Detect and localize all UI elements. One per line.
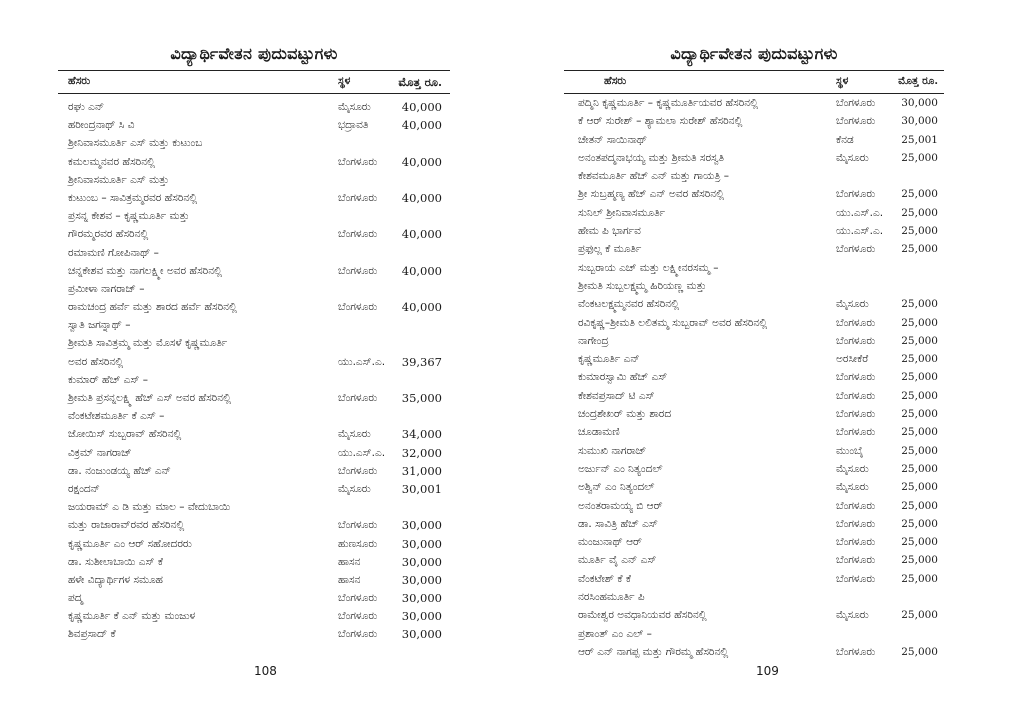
row-name: ಚನ್ನಕೇಶವ ಮತ್ತು ನಾಗಲಕ್ಷ್ಮೀ ಅವರ ಹೆಸರಿನಲ್ಲಿ — [68, 264, 222, 277]
row-amount: 30,000 — [401, 554, 442, 569]
table-row — [58, 280, 450, 298]
row-amount: 25,000 — [901, 426, 938, 439]
row-name: ಜಯರಾಮ್ ಎ ಡಿ ಮತ್ತು ಮಾಲ – ವೇದುಬಾಯಿ — [68, 501, 231, 514]
row-place: ಬೆಂಗಳೂರು — [338, 228, 378, 241]
table-body — [58, 98, 450, 644]
row-amount: 40,000 — [401, 100, 442, 114]
row-place: ಹುಣಸೂರು — [338, 537, 378, 550]
table-row — [564, 222, 944, 240]
table-row — [564, 149, 944, 167]
table-row — [58, 498, 450, 516]
row-amount: 40,000 — [401, 154, 442, 169]
row-amount: 32,000 — [401, 445, 442, 460]
table-row — [564, 94, 944, 112]
row-amount: 40,000 — [401, 118, 442, 133]
row-place: ಬೆಂಗಳೂರು — [836, 371, 876, 384]
row-name: ಶ್ರೀಮತಿ ಸುಬ್ಬಲಕ್ಷ್ಮಮ್ಮ ಹಿರಿಯಣ್ಣ ಮತ್ತು — [578, 279, 707, 292]
row-place: ಮೈಸೂರು — [836, 481, 869, 494]
row-name: ಪ್ರಸನ್ನ ಕೇಶವ – ಕೃಷ್ಣಮೂರ್ತಿ ಮತ್ತು — [68, 210, 190, 223]
table-row — [564, 460, 944, 478]
row-amount: 25,000 — [901, 151, 938, 164]
row-name: ಶ್ರೀಮತಿ ಪ್ರಸನ್ನಲಕ್ಷ್ಮಿ ಹೆಚ್ ಎಸ್ ಅವರ ಹೆಸರಿನಲ್ಲಿ — [68, 392, 232, 404]
row-amount: 30,000 — [401, 591, 442, 606]
row-place: ಬೆಂಗಳೂರು — [338, 628, 378, 641]
table-row — [58, 262, 450, 280]
table-row — [58, 189, 450, 207]
row-amount: 25,000 — [901, 517, 938, 530]
row-amount: 25,000 — [901, 389, 938, 402]
table-row — [564, 478, 944, 496]
row-amount: 25,000 — [901, 243, 938, 256]
row-name: ಶ್ರೀನಿವಾಸಮೂರ್ತಿ ಎಸ್ ಮತ್ತು — [68, 173, 169, 186]
row-amount: 40,000 — [401, 263, 442, 278]
row-name: ವೆಂಕಟೇಶಮೂರ್ತಿ ಕೆ ಎಸ್ – — [68, 410, 165, 423]
row-amount: 25,000 — [901, 408, 938, 421]
row-name: ಶ್ರೀ ಸುಬ್ರಹ್ಮಣ್ಯ ಹೆಚ್ ಎನ್ ಅವರ ಹೆಸರಿನಲ್ಲಿ — [578, 188, 725, 201]
row-name: ಶ್ರೀಮತಿ ಸಾವಿತ್ರಮ್ಮ ಮತ್ತು ಮೊಸಳೆ ಕೃಷ್ಣಮೂರ್ತಿ — [68, 337, 228, 350]
table-row — [564, 167, 944, 185]
table-row — [564, 240, 944, 258]
table-row — [58, 134, 450, 152]
table-row — [564, 277, 944, 295]
row-place: ಮೈಸೂರು — [836, 298, 869, 311]
row-place: ಮೈಸೂರು — [836, 462, 869, 475]
table-row — [564, 368, 944, 386]
row-place: ಬೆಂಗಳೂರು — [836, 115, 876, 128]
row-place: ಮೈಸೂರು — [338, 482, 371, 495]
row-name: ವಿಕ್ರಮ್ ನಾಗರಾಜ್ — [68, 446, 132, 459]
row-name: ಕೃಷ್ಣಮೂರ್ತಿ ಎನ್ — [578, 353, 640, 366]
row-amount: 25,000 — [901, 316, 938, 329]
table-row — [58, 244, 450, 262]
row-place: ಭದ್ರಾವತಿ — [338, 119, 369, 132]
table-row — [564, 625, 944, 643]
header-name: ಹೆಸರು — [68, 75, 91, 87]
row-amount: 25,000 — [901, 645, 938, 658]
row-amount: 34,000 — [401, 427, 442, 442]
row-name: ರಘು ಎನ್ — [68, 101, 105, 113]
row-name: ಅವರ ಹೆಸರಿನಲ್ಲಿ — [68, 355, 124, 368]
row-name: ಹರೀಂದ್ರನಾಥ್ ಸಿ ವಿ — [68, 119, 135, 132]
row-name: ಸುಮುಖಿ ನಾಗರಾಜ್ — [578, 444, 647, 457]
row-name: ಪ್ರಶಾಂತ್ ಎಂ ಎಲ್ – — [578, 627, 652, 640]
row-amount: 30,000 — [401, 572, 442, 587]
row-place: ಹಾಸನ — [338, 555, 361, 568]
row-name: ಅಶ್ವಿನ್ ಎಂ ನಿತ್ಯಂದಲ್ — [578, 481, 655, 494]
table-header — [58, 70, 450, 94]
table-body — [564, 94, 944, 661]
row-place: ಬೆಂಗಳೂರು — [338, 191, 378, 204]
row-amount: 25,000 — [901, 462, 938, 475]
row-amount: 25,000 — [901, 554, 938, 567]
row-place: ಬೆಂಗಳೂರು — [338, 301, 378, 314]
row-name: ಚೂಡಾಮಣಿ — [578, 426, 620, 439]
table-row — [58, 98, 450, 116]
table-row — [564, 423, 944, 441]
row-place: ಮೈಸೂರು — [338, 428, 371, 441]
table-row — [564, 332, 944, 350]
row-amount: 40,000 — [401, 300, 442, 315]
row-name: ಗೌರಮ್ಮರವರ ಹೆಸರಿನಲ್ಲಿ — [68, 228, 149, 241]
left-page — [58, 0, 450, 724]
row-name: ಕೃಷ್ಣಮೂರ್ತಿ ಎಂ ಆರ್ ಸಹೋದರರು — [68, 537, 192, 550]
row-place: ಬೆಂಗಳೂರು — [338, 464, 378, 477]
row-name: ಪ್ರಫುಲ್ಲ ಕೆ ಮೂರ್ತಿ — [578, 243, 642, 256]
row-place: ಬೆಂಗಳೂರು — [338, 392, 378, 404]
row-amount: 31,000 — [401, 463, 442, 478]
row-name: ಮತ್ತು ರಾಜಾರಾವ್‌ರವರ ಹೆಸರಿನಲ್ಲಿ — [68, 519, 185, 532]
table-row — [58, 625, 450, 643]
row-amount: 30,001 — [401, 481, 442, 496]
table-row — [58, 571, 450, 589]
row-amount: 25,000 — [901, 499, 938, 512]
row-amount: 39,367 — [401, 354, 442, 369]
row-name: ಹೇಮ ಪಿ ಭಾರ್ಗವ — [578, 225, 641, 238]
page-title: ವಿದ್ಯಾರ್ಥಿವೇತನ ಪುದುವಟ್ಟುಗಳು — [670, 44, 838, 63]
table-row — [564, 533, 944, 551]
row-amount: 35,000 — [401, 391, 442, 405]
row-place: ಬೆಂಗಳೂರು — [338, 592, 378, 605]
row-name: ನಾಗೇಂದ್ರ — [578, 334, 609, 347]
table-row — [564, 442, 944, 460]
row-amount: 30,000 — [401, 536, 442, 551]
table-row — [58, 153, 450, 171]
table-row — [564, 387, 944, 405]
row-place: ಬೆಂಗಳೂರು — [836, 316, 876, 329]
table-row — [564, 295, 944, 313]
row-place: ಬೆಂಗಳೂರು — [836, 517, 876, 530]
row-amount: 25,000 — [901, 298, 938, 311]
row-amount: 25,000 — [901, 206, 938, 219]
table-row — [564, 405, 944, 423]
table-row — [564, 515, 944, 533]
table-row — [58, 425, 450, 443]
row-amount: 30,000 — [401, 609, 442, 624]
row-place: ಬೆಂಗಳೂರು — [836, 408, 876, 421]
row-name: ಕಮಲಮ್ಮನವರ ಹೆಸರಿನಲ್ಲಿ — [68, 155, 155, 168]
row-place: ಬೆಂಗಳೂರು — [836, 389, 876, 402]
row-place: ಮುಂಬೈ — [836, 444, 864, 457]
row-place: ಬೆಂಗಳೂರು — [338, 519, 378, 532]
header-place: ಸ್ಥಳ — [338, 75, 351, 87]
table-row — [564, 204, 944, 222]
row-place: ಬೆಂಗಳೂರು — [338, 264, 378, 277]
table-row — [564, 112, 944, 130]
row-place: ಬೆಂಗಳೂರು — [338, 155, 378, 168]
row-amount: 30,000 — [901, 97, 938, 109]
row-name: ಸುನಿಲ್ ಶ್ರೀನಿವಾಸಮೂರ್ತಿ — [578, 206, 666, 219]
page-title: ವಿದ್ಯಾರ್ಥಿವೇತನ ಪುದುವಟ್ಟುಗಳು — [170, 44, 338, 63]
header-name: ಹೆಸರು — [604, 75, 627, 87]
row-name: ಡಾ. ನಂಜುಂಡಯ್ಯ ಹೆಚ್ ಎನ್ — [68, 464, 171, 477]
row-name: ಕೇಶವಪ್ರಸಾದ್ ಟಿ ಎಸ್ — [578, 389, 655, 402]
table-row — [58, 444, 450, 462]
row-amount: 40,000 — [401, 227, 442, 242]
table-row — [58, 480, 450, 498]
row-amount: 30,000 — [401, 627, 442, 642]
row-name: ರಾಮಚಂದ್ರ ಹರ್ವೆ ಮತ್ತು ಶಾರದ ಹರ್ವೆ ಹೆಸರಿನಲ್ಲಿ — [68, 301, 237, 314]
row-amount: 25,000 — [901, 334, 938, 347]
header-place: ಸ್ಥಳ — [836, 75, 849, 87]
header-amount: ಮೊತ್ತ ರೂ. — [398, 75, 442, 89]
row-name: ಕೃಷ್ಣಮೂರ್ತಿ ಕೆ ಎನ್ ಮತ್ತು ಮಂಜುಳ — [68, 610, 196, 623]
table-row — [58, 516, 450, 534]
row-name: ಪದ್ಮ — [68, 592, 83, 605]
row-name: ಸುಬ್ಬರಾಯ ಎಚ್ ಮತ್ತು ಲಕ್ಷ್ಮೀನರಸಮ್ಮ – — [578, 261, 719, 274]
row-place: ಕೆನಡ — [836, 133, 854, 146]
row-amount: 25,000 — [901, 353, 938, 366]
row-amount: 30,000 — [401, 518, 442, 533]
row-amount: 25,000 — [901, 371, 938, 384]
row-name: ಶಿವಪ್ರಸಾದ್ ಕೆ — [68, 628, 116, 641]
table-row — [58, 298, 450, 316]
table-row — [564, 131, 944, 149]
row-name: ಜೋಯಿಸ್ ಸುಬ್ಬರಾವ್ ಹೆಸರಿನಲ್ಲಿ — [68, 428, 182, 441]
row-name: ಡಾ. ಸಾವಿತ್ರಿ ಹೆಚ್ ಎಸ್ — [578, 517, 658, 530]
right-page — [564, 0, 944, 724]
row-name: ವೆಂಕಟೇಶ್ ಕೆ ಕೆ — [578, 572, 631, 585]
page-number: 108 — [254, 664, 277, 678]
row-name: ಕೇಶವಮೂರ್ತಿ ಹೆಚ್ ಎನ್ ಮತ್ತು ಗಾಯತ್ರಿ – — [578, 170, 729, 183]
row-name: ಶ್ರೀನಿವಾಸಮೂರ್ತಿ ಎಸ್ ಮತ್ತು ಕುಟುಂಬ — [68, 137, 203, 150]
row-place: ಮೈಸೂರು — [338, 101, 371, 113]
row-amount: 25,000 — [901, 481, 938, 494]
table-row — [564, 314, 944, 332]
row-amount: 40,000 — [401, 190, 442, 205]
row-name: ಹಳೇ ವಿದ್ಯಾರ್ಥಿಗಳ ಸಮೂಹ — [68, 573, 163, 586]
row-place: ಬೆಂಗಳೂರು — [836, 554, 876, 567]
header-amount: ಮೊತ್ತ ರೂ. — [898, 75, 938, 87]
table-row — [564, 497, 944, 515]
row-name: ಮಂಜುನಾಥ್ ಆರ್ — [578, 536, 642, 549]
row-amount: 25,000 — [901, 536, 938, 549]
row-name: ಆರ್ ಎನ್ ನಾಗಪ್ಪ ಮತ್ತು ಗೌರಮ್ಮ ಹೆಸರಿನಲ್ಲಿ — [578, 645, 729, 658]
table-row — [58, 407, 450, 425]
row-name: ರಾಮೇಶ್ವರ ಅವಧಾನಿಯವರ ಹೆಸರಿನಲ್ಲಿ — [578, 609, 707, 622]
row-place: ಬೆಂಗಳೂರು — [836, 645, 876, 658]
row-name: ರಮಾಮಣಿ ಗೋಪಿನಾಥ್ – — [68, 246, 159, 259]
row-name: ವೆಂಕಟಲಕ್ಷ್ಮಮ್ಮನವರ ಹೆಸರಿನಲ್ಲಿ — [578, 298, 680, 311]
row-place: ಬೆಂಗಳೂರು — [836, 188, 876, 201]
row-place: ಬೆಂಗಳೂರು — [836, 572, 876, 585]
table-row — [58, 553, 450, 571]
row-place: ಬೆಂಗಳೂರು — [836, 426, 876, 439]
row-place: ಬೆಂಗಳೂರು — [836, 499, 876, 512]
row-place: ಯು.ಎಸ್.ಎ. — [836, 206, 884, 219]
row-name: ಡಾ. ಸುಶೀಲಾಬಾಯಿ ಎಸ್ ಕೆ — [68, 555, 163, 568]
row-amount: 25,000 — [901, 572, 938, 585]
table-row — [564, 643, 944, 661]
row-place: ಯು.ಎಸ್.ಎ. — [338, 446, 386, 459]
row-name: ಚಂದ್ರಶೇಖರ್ ಮತ್ತು ಶಾರದ — [578, 408, 672, 421]
row-amount: 25,000 — [901, 609, 938, 622]
table-row — [564, 606, 944, 624]
table-row — [58, 462, 450, 480]
row-name: ಅರ್ಜುನ್ ಎಂ ನಿತ್ಯಂದಲ್ — [578, 462, 663, 475]
row-place: ಅರಸೀಕೆರೆ — [836, 353, 869, 366]
table-row — [564, 551, 944, 569]
table-row — [58, 607, 450, 625]
row-place: ಮೈಸೂರು — [836, 609, 869, 622]
row-place: ಬೆಂಗಳೂರು — [836, 243, 876, 256]
row-name: ಸ್ವಾತಿ ಜಗನ್ನಾಥ್ – — [68, 319, 131, 332]
table-row — [58, 353, 450, 371]
row-place: ಬೆಂಗಳೂರು — [836, 97, 876, 109]
row-amount: 25,000 — [901, 225, 938, 238]
row-place: ಬೆಂಗಳೂರು — [836, 536, 876, 549]
table-row — [58, 225, 450, 243]
row-place: ಮೈಸೂರು — [836, 151, 869, 164]
table-row — [564, 185, 944, 203]
row-amount: 25,001 — [901, 133, 938, 146]
table-row — [564, 259, 944, 277]
row-amount: 25,000 — [901, 444, 938, 457]
table-header — [564, 70, 944, 94]
row-name: ಚೇತನ್ ಸಾಯಿನಾಥ್ — [578, 133, 648, 146]
row-place: ಹಾಸನ — [338, 573, 361, 586]
row-place: ಬೆಂಗಳೂರು — [836, 334, 876, 347]
row-name: ನರಸಿಂಹಮೂರ್ತಿ ಪಿ — [578, 591, 645, 604]
table-row — [58, 116, 450, 134]
table-row — [564, 350, 944, 368]
row-name: ಅನಂತಪದ್ಮನಾಭಯ್ಯ ಮತ್ತು ಶ್ರೀಮತಿ ಸರಸ್ವತಿ — [578, 151, 725, 164]
row-name: ಮೂರ್ತಿ ವೈ ಎನ್ ಎಸ್ — [578, 554, 657, 567]
table-row — [58, 171, 450, 189]
row-name: ಪ್ರಮೀಳಾ ನಾಗರಾಜ್ – — [68, 282, 145, 295]
table-row — [58, 371, 450, 389]
row-name: ಕೆ ಆರ್ ಸುರೇಶ್ – ಶ್ಯಾಮಲಾ ಸುರೇಶ್ ಹೆಸರಿನಲ್ಲಿ — [578, 115, 743, 128]
table-row — [564, 588, 944, 606]
table-row — [58, 316, 450, 334]
row-name: ಕುಟುಂಬ – ಸಾವಿತ್ರಮ್ಮರವರ ಹೆಸರಿನಲ್ಲಿ — [68, 191, 198, 204]
row-name: ಕುಮಾರಸ್ವಾಮಿ ಹೆಚ್ ಎಸ್ — [578, 371, 668, 384]
table-row — [58, 207, 450, 225]
page-number: 109 — [756, 664, 779, 678]
table-row — [564, 570, 944, 588]
row-place: ಯು.ಎಸ್.ಎ. — [338, 355, 386, 368]
row-name: ಪದ್ಮಿನಿ ಕೃಷ್ಣಮೂರ್ತಿ – ಕೃಷ್ಣಮೂರ್ತಿಯವರ ಹೆಸರಿನಲ್ಲಿ — [578, 97, 759, 109]
table-row — [58, 334, 450, 352]
table-row — [58, 535, 450, 553]
row-name: ಕುಮಾರ್ ಹೆಚ್ ಎಸ್ – — [68, 373, 148, 386]
table-row — [58, 589, 450, 607]
row-place: ಬೆಂಗಳೂರು — [338, 610, 378, 623]
row-amount: 25,000 — [901, 188, 938, 201]
row-name: ಅನಂತರಾಮಯ್ಯ ಬಿ ಆರ್ — [578, 499, 663, 512]
row-name: ರಕ್ಷಂದನ್ — [68, 482, 100, 495]
table-row — [58, 389, 450, 407]
row-place: ಯು.ಎಸ್.ಎ. — [836, 225, 884, 238]
row-name: ರವಿಕೃಷ್ಣ–ಶ್ರೀಮತಿ ಲಲಿತಮ್ಮ ಸುಬ್ಬರಾವ್ ಅವರ ಹೆಸರಿನಲ್ಲಿ — [578, 316, 768, 329]
row-amount: 30,000 — [901, 115, 938, 128]
